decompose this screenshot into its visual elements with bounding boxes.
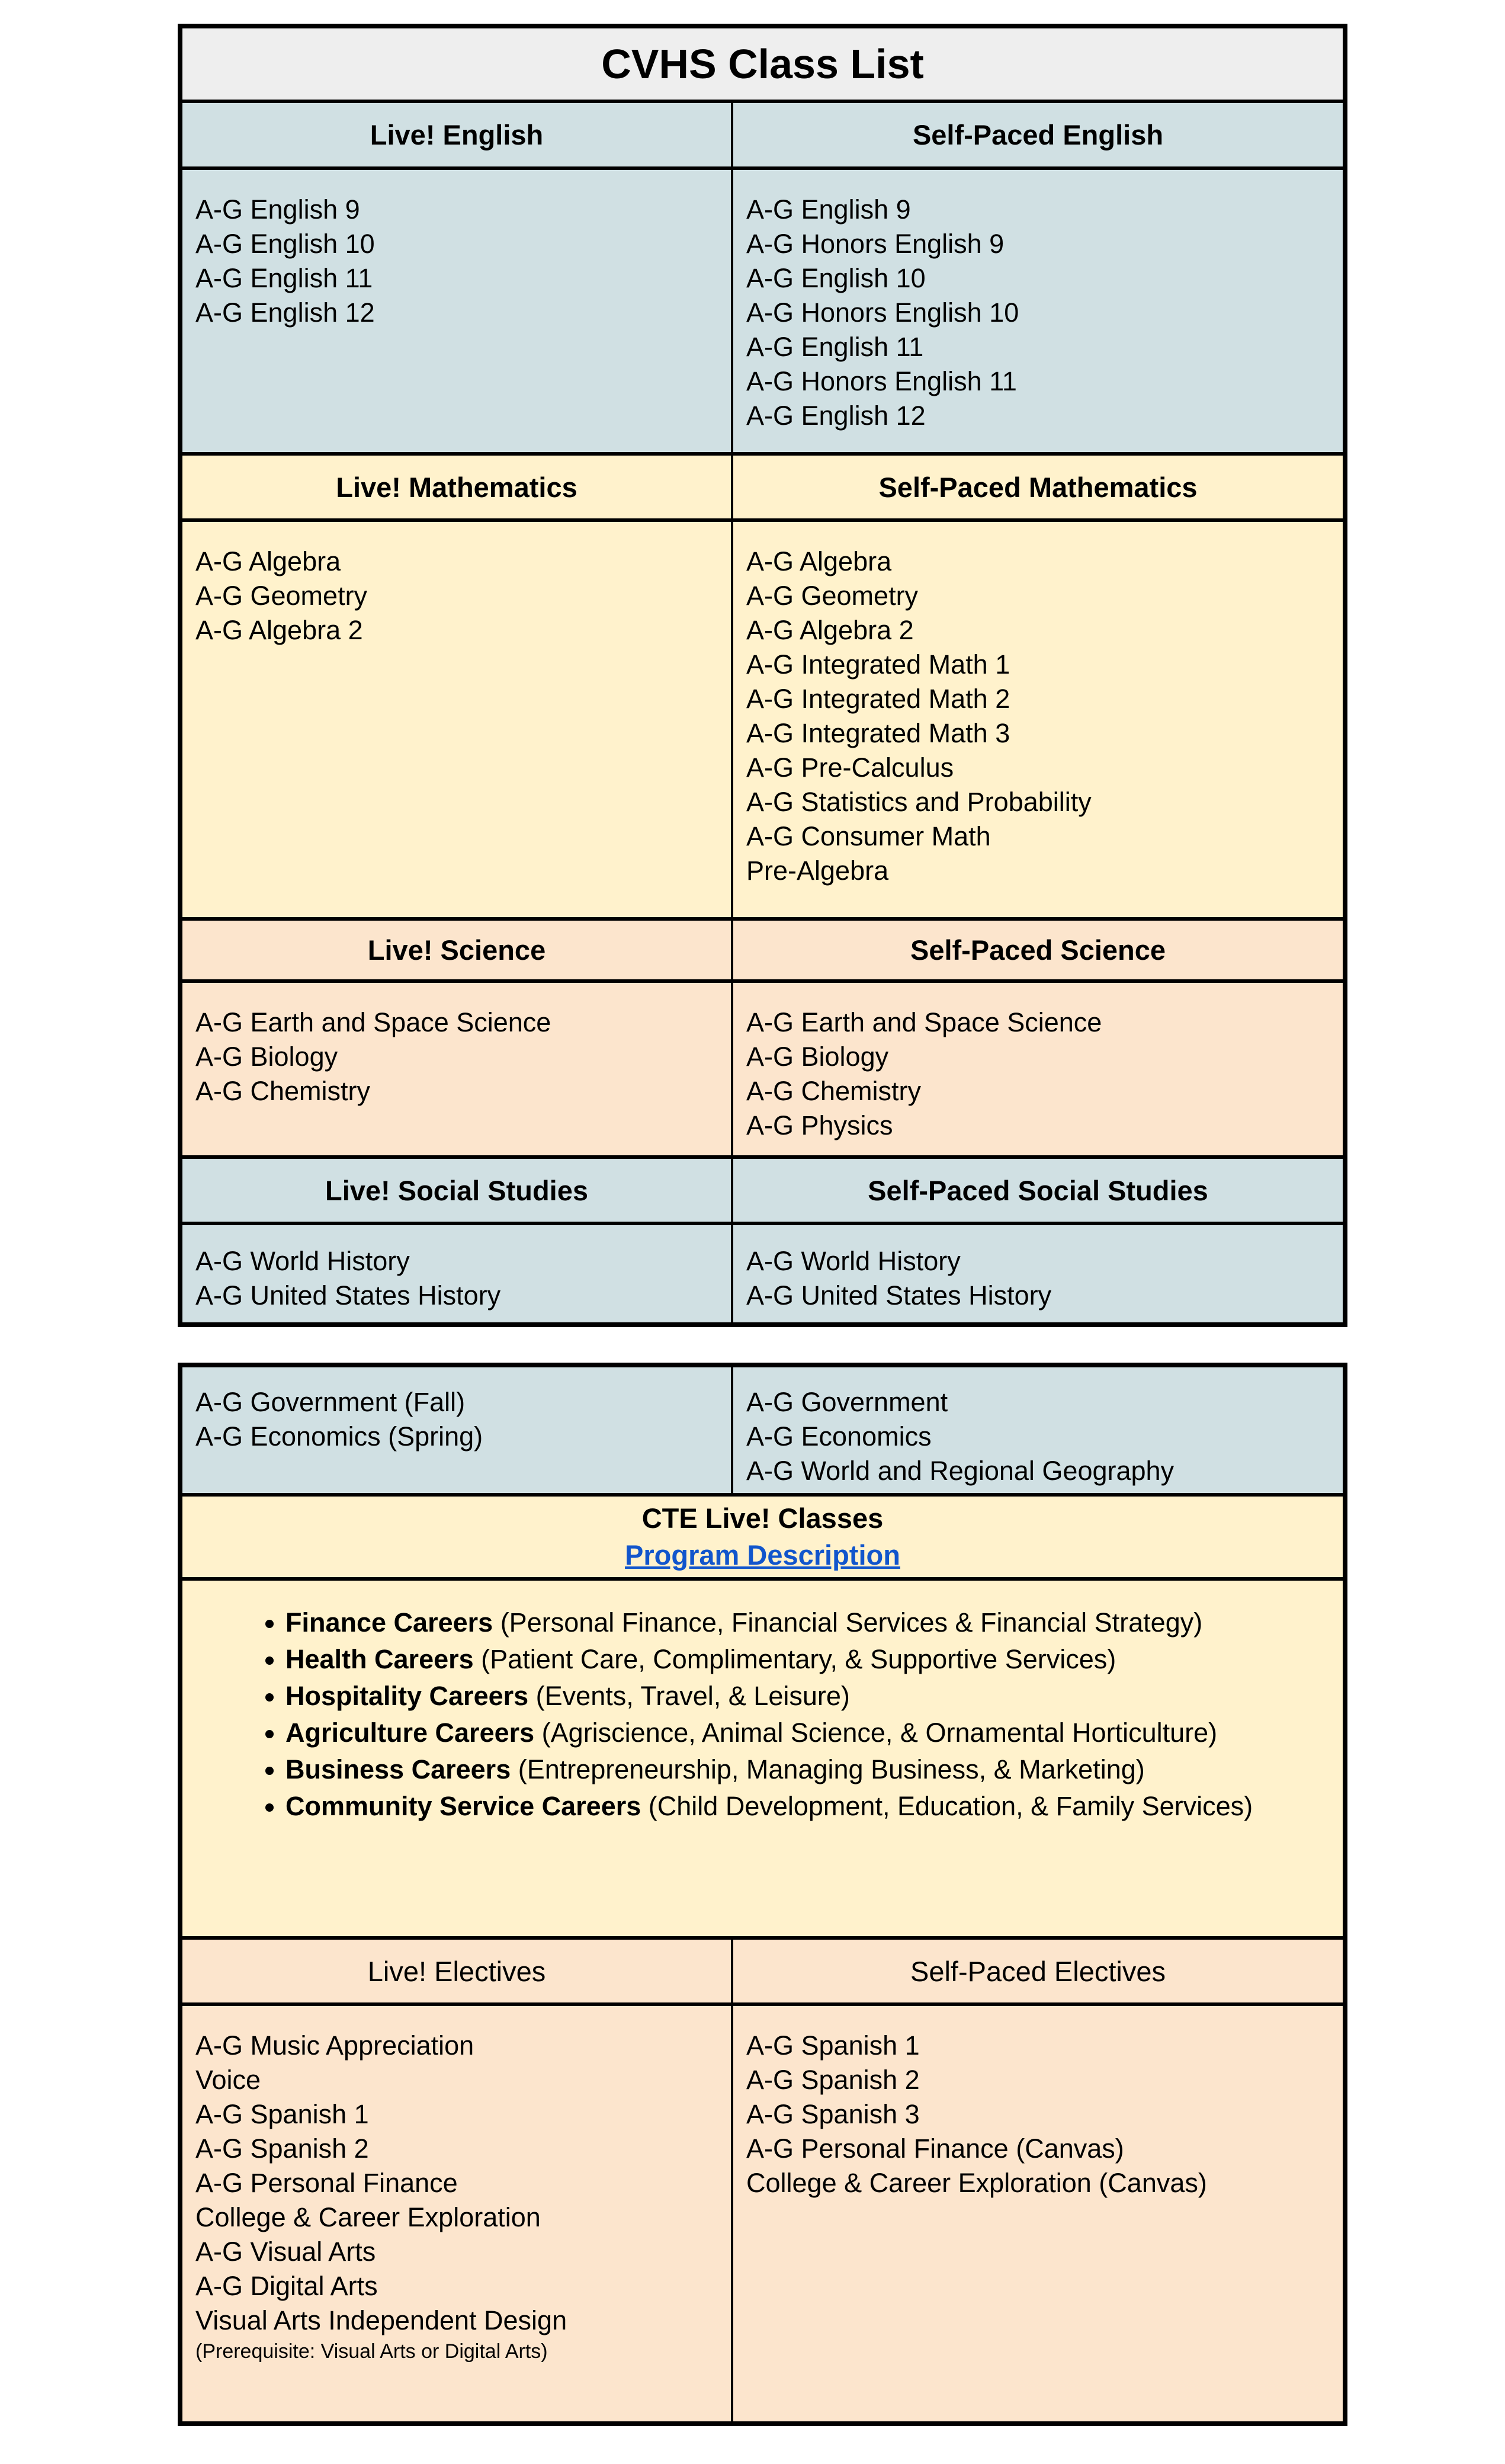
cte-header-row <box>182 1493 1343 1577</box>
english-header-row <box>182 100 1343 166</box>
course-list-item: • Agriculture Careers (Agriscience, Animal Science, & Ornamental Horticulture) <box>285 1715 1307 1751</box>
self-paced-electives-header: Self-Paced Electives <box>733 1940 1343 2002</box>
course-list-item: A-G Statistics and Probability <box>746 787 1092 817</box>
class-list-table-upper <box>178 24 1347 1327</box>
live-electives-header: Live! Electives <box>182 1940 733 2002</box>
english-content-row <box>182 166 1343 452</box>
electives-content-row <box>182 2002 1343 2421</box>
self-paced-english-course-list <box>733 170 1343 452</box>
live-science-course-list <box>182 983 733 1155</box>
program-description-link[interactable]: Program Description <box>625 1539 900 1571</box>
course-list-item: A-G English 9 <box>195 194 360 225</box>
course-list-item: • Finance Careers (Personal Finance, Financial Services & Financial Strategy) <box>285 1604 1307 1641</box>
course-list-item: A-G Government <box>746 1387 948 1417</box>
self-paced-science-header: Self-Paced Science <box>733 921 1343 979</box>
class-list-table-lower <box>178 1363 1347 2426</box>
course-list-item: A-G Honors English 11 <box>746 366 1017 396</box>
course-list-item: A-G Algebra <box>746 546 892 576</box>
course-list-item: A-G World History <box>195 1246 410 1276</box>
course-list-item: A-G Earth and Space Science <box>746 1007 1102 1037</box>
course-list-item: Pre-Algebra <box>746 855 889 886</box>
cte-content-row <box>182 1577 1343 1936</box>
course-list-item: A-G Pre-Calculus <box>746 752 954 783</box>
course-list-item: A-G Physics <box>746 1110 893 1140</box>
course-list-item: A-G Digital Arts <box>195 2271 378 2301</box>
cte-careers-cell <box>182 1581 1343 1936</box>
course-list-item: A-G English 11 <box>195 263 373 293</box>
course-list-item: A-G Integrated Math 1 <box>746 649 1010 680</box>
course-list-item: A-G English 10 <box>746 263 926 293</box>
course-list-item: A-G English 12 <box>746 400 926 431</box>
government-content-row <box>182 1367 1343 1493</box>
mathematics-content-row <box>182 518 1343 917</box>
live-english-header: Live! English <box>182 103 733 166</box>
document-page <box>0 24 1505 2464</box>
self-paced-mathematics-header: Self-Paced Mathematics <box>733 456 1343 518</box>
course-list-item: A-G Geometry <box>746 581 919 611</box>
science-content-row <box>182 979 1343 1155</box>
self-paced-english-header: Self-Paced English <box>733 103 1343 166</box>
course-list-item: A-G Geometry <box>195 581 368 611</box>
course-list-item: A-G English 10 <box>195 229 375 259</box>
course-list-item: A-G Government (Fall) <box>195 1387 466 1417</box>
self-paced-electives-course-list <box>733 2006 1343 2421</box>
live-mathematics-course-list <box>182 522 733 917</box>
course-list-item: Voice <box>195 2065 261 2095</box>
live-electives-cell <box>182 2006 733 2421</box>
course-list-item: A-G Integrated Math 2 <box>746 684 1010 714</box>
course-list-item: A-G Algebra 2 <box>195 615 363 645</box>
course-list-item: • Hospitality Careers (Events, Travel, & Leisure) <box>285 1678 1307 1715</box>
course-list-item: A-G Visual Arts <box>195 2236 376 2267</box>
self-paced-social-studies-course-list <box>733 1225 1343 1322</box>
live-government-course-list <box>182 1367 733 1493</box>
course-list-item: A-G Spanish 1 <box>195 2099 369 2129</box>
cte-header-cell <box>182 1497 1343 1577</box>
cte-classes-title: CTE Live! Classes <box>641 1502 884 1534</box>
course-list-item: College & Career Exploration (Canvas) <box>746 2168 1207 2198</box>
course-list-item: A-G Honors English 9 <box>746 229 1005 259</box>
science-header-row <box>182 917 1343 979</box>
electives-header-row <box>182 1936 1343 2002</box>
course-list-item: A-G Consumer Math <box>746 821 991 851</box>
course-list-item: A-G Personal Finance <box>195 2168 458 2198</box>
course-list-item: Visual Arts Independent Design <box>195 2305 567 2335</box>
course-list-item: A-G Honors English 10 <box>746 297 1019 328</box>
self-paced-social-studies-header: Self-Paced Social Studies <box>733 1159 1343 1222</box>
course-list-item: A-G Spanish 2 <box>746 2065 920 2095</box>
mathematics-header-row <box>182 452 1343 518</box>
course-list-item: A-G Biology <box>195 1042 338 1072</box>
course-list-item: A-G English 12 <box>195 297 375 328</box>
cte-careers-list <box>195 1604 1307 1825</box>
social-studies-header-row <box>182 1155 1343 1222</box>
course-list-item: • Health Careers (Patient Care, Complimentary, & Supportive Services) <box>285 1641 1307 1678</box>
live-social-studies-course-list <box>182 1225 733 1322</box>
document-title: CVHS Class List <box>182 28 1343 100</box>
course-list-item: A-G Spanish 3 <box>746 2099 920 2129</box>
course-list-item: A-G Economics <box>746 1421 932 1452</box>
course-list-item: A-G Spanish 2 <box>195 2133 369 2164</box>
course-list-item: A-G Earth and Space Science <box>195 1007 551 1037</box>
electives-prerequisite-note: (Prerequisite: Visual Arts or Digital Arts) <box>195 2340 548 2363</box>
course-list-item: A-G Spanish 1 <box>746 2030 920 2061</box>
course-list-item: College & Career Exploration <box>195 2202 541 2232</box>
course-list-item: A-G Music Appreciation <box>195 2030 474 2061</box>
live-english-course-list <box>182 170 733 452</box>
course-list-item: A-G Biology <box>746 1042 889 1072</box>
self-paced-mathematics-course-list <box>733 522 1343 917</box>
course-list-item: A-G English 9 <box>746 194 911 225</box>
course-list-item: A-G Chemistry <box>746 1076 922 1106</box>
course-list-item: A-G World History <box>746 1246 961 1276</box>
self-paced-science-course-list <box>733 983 1343 1155</box>
self-paced-government-course-list <box>733 1367 1343 1493</box>
course-list-item: A-G Algebra 2 <box>746 615 914 645</box>
course-list-item: A-G Economics (Spring) <box>195 1421 483 1452</box>
course-list-item: A-G Integrated Math 3 <box>746 718 1010 748</box>
live-mathematics-header: Live! Mathematics <box>182 456 733 518</box>
course-list-item: A-G Chemistry <box>195 1076 371 1106</box>
course-list-item: • Business Careers (Entrepreneurship, Managing Business, & Marketing) <box>285 1751 1307 1788</box>
course-list-item: A-G United States History <box>195 1280 501 1310</box>
course-list-item: A-G United States History <box>746 1280 1052 1310</box>
course-list-item: A-G Algebra <box>195 546 341 576</box>
live-social-studies-header: Live! Social Studies <box>182 1159 733 1222</box>
course-list-item: A-G World and Regional Geography <box>746 1456 1175 1486</box>
social-studies-content-row <box>182 1222 1343 1322</box>
course-list-item: A-G Personal Finance (Canvas) <box>746 2133 1124 2164</box>
live-science-header: Live! Science <box>182 921 733 979</box>
course-list-item: • Community Service Careers (Child Development, Education, & Family Services) <box>285 1788 1307 1825</box>
course-list-item: A-G English 11 <box>746 332 924 362</box>
live-electives-course-list <box>195 2029 713 2338</box>
title-row <box>182 28 1343 100</box>
